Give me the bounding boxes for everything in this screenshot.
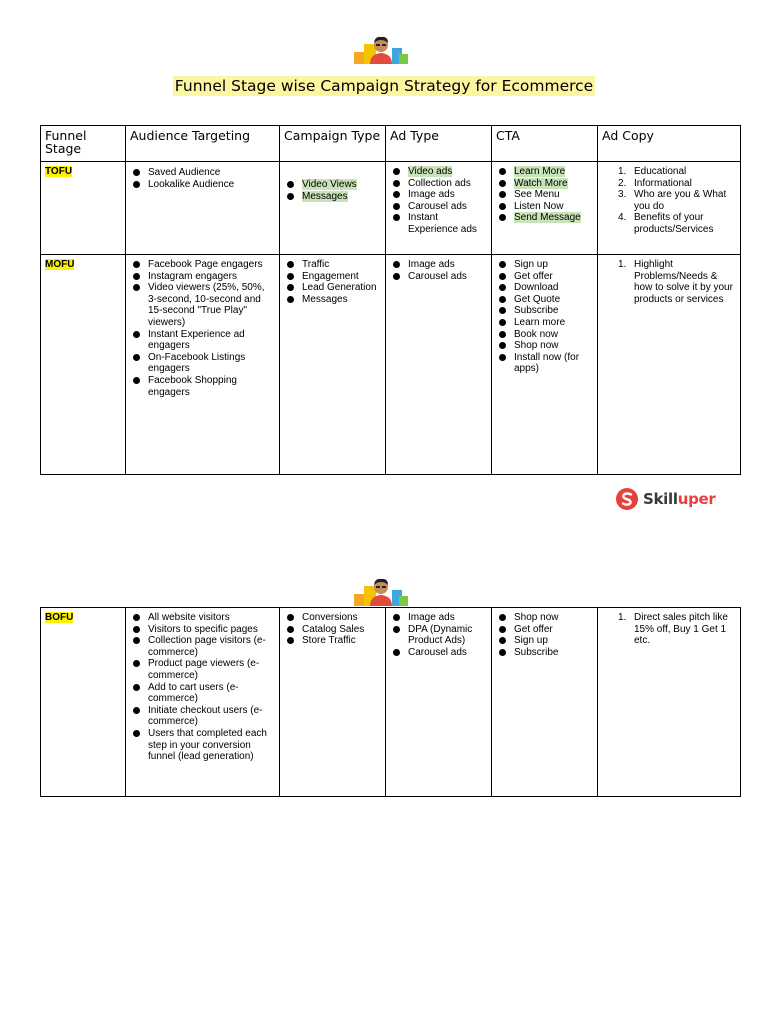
cta-cell [492,255,598,475]
list-item: Image ads [408,612,487,624]
list-item: 2. Informational [618,177,692,189]
list-item: Sign up [514,259,593,271]
list-item: DPA (Dynamic Product Ads) [408,624,487,647]
list-item: Subscribe [514,647,593,659]
list-item: Image ads [408,189,487,201]
adcopy-cell [598,255,741,475]
header-funnel-stage: Funnel Stage [41,126,126,162]
list-item: Collection page visitors (e-commerce) [148,635,275,658]
brand-logo [615,487,716,511]
list-item: Video viewers (25%, 50%, 3-second, 10-second and 15-second "True Play" viewers) [148,282,275,328]
list-item: Book now [514,329,593,341]
list-item: Initiate checkout users (e-commerce) [148,705,275,728]
list-item: All website visitors [148,612,275,624]
list-item: Get Quote [514,294,593,306]
list-item: Users that completed each step in your conversion funnel (lead generation) [148,728,275,763]
adtype-cell [386,162,492,255]
list-item: 1. Highlight Problems/Needs & how to solve it by your products or services [618,259,733,305]
list-item: Messages [302,294,381,306]
table-row-tofu [41,162,741,255]
list-item: Subscribe [514,305,593,317]
table-row-mofu [41,255,741,475]
list-item: Image ads [408,259,487,271]
list-item: Add to cart users (e-commerce) [148,682,275,705]
list-item: 4. Benefits of your products/Services [618,212,714,235]
campaign-cell [280,162,386,255]
header-cta: CTA [492,126,598,162]
list-item: Carousel ads [408,201,487,213]
header-campaign-type: Campaign Type [280,126,386,162]
list-item: Product page viewers (e-commerce) [148,658,275,681]
list-item: 3. Who are you & What you do [618,189,727,212]
list-item: Get offer [514,624,593,636]
list-item: Instant Experience ad engagers [148,329,275,352]
stage-cell: MOFU [41,255,126,475]
header-ad-copy: Ad Copy [598,126,741,162]
list-item: 1. Direct sales pitch like 15% off, Buy 1 Get 1 etc. [618,612,728,647]
header-ad-type: Ad Type [386,126,492,162]
list-item: Learn More [514,166,593,178]
list-item: Carousel ads [408,271,487,283]
page-title: Funnel Stage wise Campaign Strategy for Ecommerce [174,77,594,95]
list-item: Carousel ads [408,647,487,659]
list-item: Collection ads [408,178,487,190]
list-item: Video Views [302,179,381,191]
header-audience-targeting: Audience Targeting [126,126,280,162]
list-item: Send Message [514,212,593,224]
adtype-cell [386,608,492,797]
list-item: Lead Generation [302,282,381,294]
adcopy-cell [598,162,741,255]
list-item: Saved Audience [148,167,275,179]
audience-cell [126,255,280,475]
strategy-table [40,125,741,475]
list-item: Instagram engagers [148,271,275,283]
list-item: Conversions [302,612,381,624]
audience-cell [126,162,280,255]
list-item: On-Facebook Listings engagers [148,352,275,375]
list-item: Video ads [408,166,487,178]
list-item: 1. Educational [618,166,687,177]
list-item: Messages [302,191,381,203]
cta-cell [492,162,598,255]
list-item: Learn more [514,317,593,329]
table-header-row [41,126,741,162]
list-item: Watch More [514,178,593,190]
list-item: Facebook Page engagers [148,259,275,271]
campaign-cell [280,255,386,475]
list-item: Engagement [302,271,381,283]
table-row-bofu [41,608,741,797]
stage-cell: TOFU [41,162,126,255]
audience-cell [126,608,280,797]
cta-cell [492,608,598,797]
list-item: Download [514,282,593,294]
list-item: Shop now [514,340,593,352]
list-item: See Menu [514,189,593,201]
avatar-logo-icon [354,34,408,64]
adcopy-cell [598,608,741,797]
list-item: Store Traffic [302,635,381,647]
adtype-cell [386,255,492,475]
list-item: Catalog Sales [302,624,381,636]
campaign-cell [280,608,386,797]
strategy-table-continued [40,607,741,797]
list-item: Instant Experience ads [408,212,487,235]
list-item: Visitors to specific pages [148,624,275,636]
list-item: Lookalike Audience [148,179,275,191]
skilluper-logo-icon [615,487,639,511]
list-item: Listen Now [514,201,593,213]
list-item: Sign up [514,635,593,647]
list-item: Get offer [514,271,593,283]
list-item: Traffic [302,259,381,271]
list-item: Install now (for apps) [514,352,593,375]
list-item: Facebook Shopping engagers [148,375,275,398]
list-item: Shop now [514,612,593,624]
avatar-logo-icon [354,576,408,606]
stage-cell: BOFU [41,608,126,797]
brand-name: Skilluper [643,490,716,508]
